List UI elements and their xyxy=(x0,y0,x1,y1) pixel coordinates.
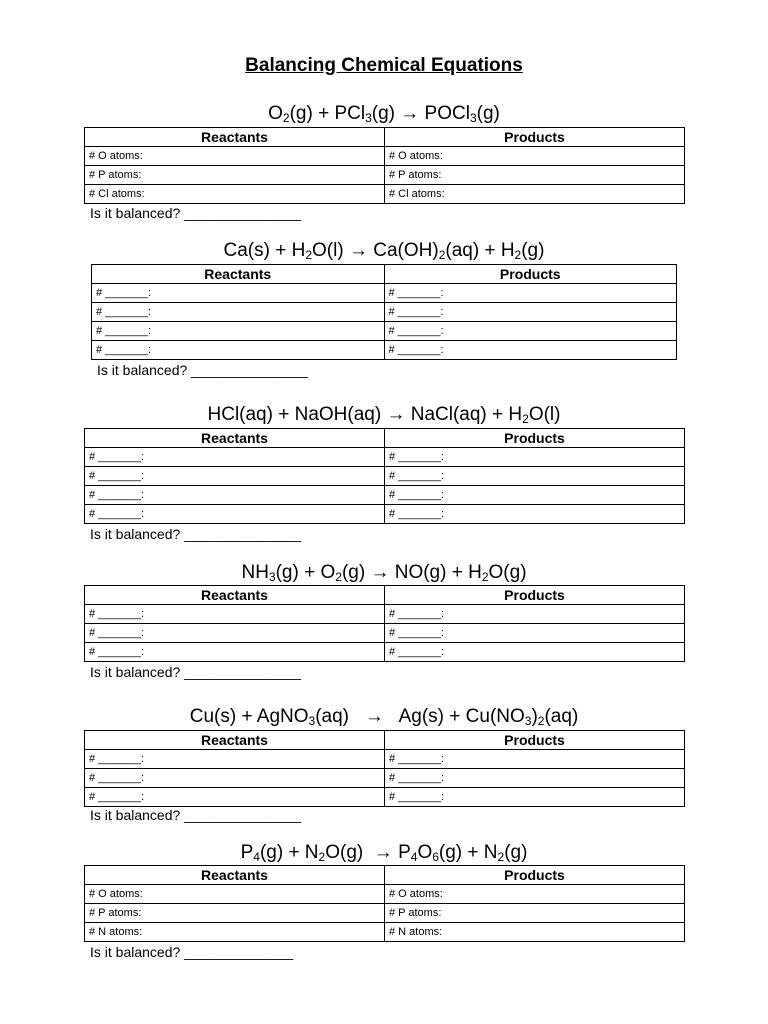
table-row xyxy=(85,166,685,185)
product-atom-cell[interactable]: # _______: xyxy=(385,505,685,524)
equation-text: (aq) xyxy=(544,706,579,727)
is-balanced-prompt[interactable]: Is it balanced? _______________ xyxy=(97,362,308,378)
table-header-row xyxy=(85,128,685,147)
table-row xyxy=(85,904,685,923)
atom-count-table xyxy=(84,428,685,524)
equation-subscript: 2 xyxy=(481,570,489,584)
equation-text: O(g) → P xyxy=(325,842,411,863)
product-atom-cell[interactable]: # _______: xyxy=(385,624,685,643)
products-header: Products xyxy=(385,429,685,448)
table-row xyxy=(85,486,685,505)
product-atom-cell[interactable]: # _______: xyxy=(385,769,685,788)
reactants-header: Reactants xyxy=(85,128,385,147)
atom-count-table xyxy=(84,585,685,662)
reactants-header: Reactants xyxy=(92,265,385,284)
equation-subscript: 3 xyxy=(308,714,316,728)
reactant-atom-cell[interactable]: # _______: xyxy=(85,624,385,643)
reactant-atom-cell[interactable]: # _______: xyxy=(92,341,385,360)
table-row xyxy=(85,643,685,662)
equation-subscript: 3 xyxy=(469,111,477,125)
equation-text: (g) xyxy=(521,240,545,261)
table-row xyxy=(92,341,677,360)
product-atom-cell[interactable]: # _______: xyxy=(384,322,677,341)
products-header: Products xyxy=(385,866,685,885)
product-atom-cell[interactable]: # Cl atoms: xyxy=(385,185,685,204)
equation-subscript: 2 xyxy=(522,412,529,426)
equation-text: Ca(s) + H xyxy=(223,240,306,261)
product-atom-cell[interactable]: # _______: xyxy=(385,750,685,769)
reactant-atom-cell[interactable]: # O atoms: xyxy=(85,885,385,904)
atom-count-table xyxy=(84,865,685,942)
equation-text: O(g) xyxy=(488,562,527,583)
equation-text: (g) + N xyxy=(438,842,498,863)
table-row xyxy=(85,788,685,807)
equation xyxy=(0,562,768,584)
equation-subscript: 2 xyxy=(438,248,446,262)
table-row xyxy=(85,624,685,643)
reactants-header: Reactants xyxy=(85,429,385,448)
reactants-header: Reactants xyxy=(85,866,385,885)
equation-text: O xyxy=(268,103,283,124)
equation-text: (g) + O xyxy=(275,562,336,583)
products-header: Products xyxy=(385,586,685,605)
equation-text: (g) + N xyxy=(259,842,319,863)
equation-text: (g) xyxy=(476,103,500,124)
table-row xyxy=(85,147,685,166)
product-atom-cell[interactable]: # _______: xyxy=(384,303,677,322)
reactant-atom-cell[interactable]: # _______: xyxy=(85,769,385,788)
reactant-atom-cell[interactable]: # _______: xyxy=(85,448,385,467)
reactants-header: Reactants xyxy=(85,731,385,750)
reactant-atom-cell[interactable]: # _______: xyxy=(85,750,385,769)
table-row xyxy=(92,322,677,341)
reactant-atom-cell[interactable]: # _______: xyxy=(92,303,385,322)
table-row xyxy=(85,750,685,769)
reactant-atom-cell[interactable]: # P atoms: xyxy=(85,166,385,185)
page-title: Balancing Chemical Equations xyxy=(245,55,523,76)
reactants-header: Reactants xyxy=(85,586,385,605)
products-header: Products xyxy=(385,128,685,147)
product-atom-cell[interactable]: # _______: xyxy=(384,341,677,360)
equation-subscript: 2 xyxy=(305,248,313,262)
atom-count-table xyxy=(91,264,677,360)
equation-subscript: 2 xyxy=(318,850,326,864)
product-atom-cell[interactable]: # _______: xyxy=(385,467,685,486)
atom-count-table xyxy=(84,730,685,807)
equation-text: (g) → POCl xyxy=(371,103,470,124)
products-header: Products xyxy=(384,265,677,284)
equation-subscript: 6 xyxy=(432,850,439,864)
equation-text: (aq) + H xyxy=(445,240,515,261)
product-atom-cell[interactable]: # N atoms: xyxy=(385,923,685,942)
is-balanced-prompt[interactable]: Is it balanced? _______________ xyxy=(90,664,301,680)
equation xyxy=(0,842,768,864)
table-row xyxy=(85,185,685,204)
is-balanced-prompt[interactable]: Is it balanced? _______________ xyxy=(90,205,301,221)
reactant-atom-cell[interactable]: # _______: xyxy=(85,486,385,505)
equation-text: ) xyxy=(531,706,538,727)
product-atom-cell[interactable]: # O atoms: xyxy=(385,147,685,166)
equation-subscript: 4 xyxy=(410,850,418,864)
reactant-atom-cell[interactable]: # _______: xyxy=(85,605,385,624)
table-row xyxy=(85,448,685,467)
is-balanced-prompt[interactable]: Is it balanced? _______________ xyxy=(90,807,301,823)
table-header-row xyxy=(92,265,677,284)
reactant-atom-cell[interactable]: # _______: xyxy=(85,467,385,486)
reactant-atom-cell[interactable]: # _______: xyxy=(85,788,385,807)
table-row xyxy=(85,467,685,486)
product-atom-cell[interactable]: # P atoms: xyxy=(385,166,685,185)
table-header-row xyxy=(85,429,685,448)
reactant-atom-cell[interactable]: # P atoms: xyxy=(85,904,385,923)
product-atom-cell[interactable]: # _______: xyxy=(384,284,677,303)
reactant-atom-cell[interactable]: # _______: xyxy=(92,322,385,341)
is-balanced-prompt[interactable]: Is it balanced? _______________ xyxy=(90,526,301,542)
table-row xyxy=(85,923,685,942)
equation-text: HCl(aq) + NaOH(aq) → NaCl(aq) + H xyxy=(207,404,523,425)
table-row xyxy=(85,885,685,904)
equation-subscript: 4 xyxy=(253,850,260,864)
product-atom-cell[interactable]: # _______: xyxy=(385,448,685,467)
table-header-row xyxy=(85,866,685,885)
equation xyxy=(0,103,768,125)
equation-subscript: 3 xyxy=(365,111,372,125)
table-row xyxy=(92,303,677,322)
reactant-atom-cell[interactable]: # N atoms: xyxy=(85,923,385,942)
table-header-row xyxy=(85,731,685,750)
equation-text: NH xyxy=(241,562,269,583)
table-header-row xyxy=(85,586,685,605)
products-header: Products xyxy=(385,731,685,750)
reactant-atom-cell[interactable]: # _______: xyxy=(85,505,385,524)
equation-text: O(l) xyxy=(528,404,561,425)
equation xyxy=(0,706,768,728)
equation-text: (aq) → Ag(s) + Cu(NO xyxy=(315,706,525,727)
product-atom-cell[interactable]: # _______: xyxy=(385,643,685,662)
equation-text: O xyxy=(417,842,433,863)
equation-subscript: 2 xyxy=(282,111,290,125)
equation-text: O(l) → Ca(OH) xyxy=(312,240,439,261)
reactant-atom-cell[interactable]: # Cl atoms: xyxy=(85,185,385,204)
reactant-atom-cell[interactable]: # O atoms: xyxy=(85,147,385,166)
equation-text: (g) → NO(g) + H xyxy=(341,562,482,583)
equation-subscript: 3 xyxy=(524,714,532,728)
equation-subscript: 2 xyxy=(514,248,522,262)
table-row xyxy=(92,284,677,303)
product-atom-cell[interactable]: # _______: xyxy=(385,486,685,505)
reactant-atom-cell[interactable]: # _______: xyxy=(92,284,385,303)
equation xyxy=(0,404,768,426)
equation-text: P xyxy=(240,842,254,863)
table-row xyxy=(85,505,685,524)
product-atom-cell[interactable]: # _______: xyxy=(385,605,685,624)
product-atom-cell[interactable]: # _______: xyxy=(385,788,685,807)
product-atom-cell[interactable]: # P atoms: xyxy=(385,904,685,923)
reactant-atom-cell[interactable]: # _______: xyxy=(85,643,385,662)
table-row xyxy=(85,605,685,624)
table-row xyxy=(85,769,685,788)
product-atom-cell[interactable]: # O atoms: xyxy=(385,885,685,904)
equation-text: Cu(s) + AgNO xyxy=(189,706,309,727)
atom-count-table xyxy=(84,127,685,204)
is-balanced-prompt[interactable]: Is it balanced? ______________ xyxy=(90,944,294,960)
equation-subscript: 2 xyxy=(537,714,545,728)
equation xyxy=(0,240,768,262)
equation-subscript: 2 xyxy=(497,850,505,864)
equation-subscript: 3 xyxy=(268,570,276,584)
equation-text: (g) + PCl xyxy=(289,103,366,124)
equation-text: (g) xyxy=(504,842,528,863)
equation-subscript: 2 xyxy=(335,570,342,584)
